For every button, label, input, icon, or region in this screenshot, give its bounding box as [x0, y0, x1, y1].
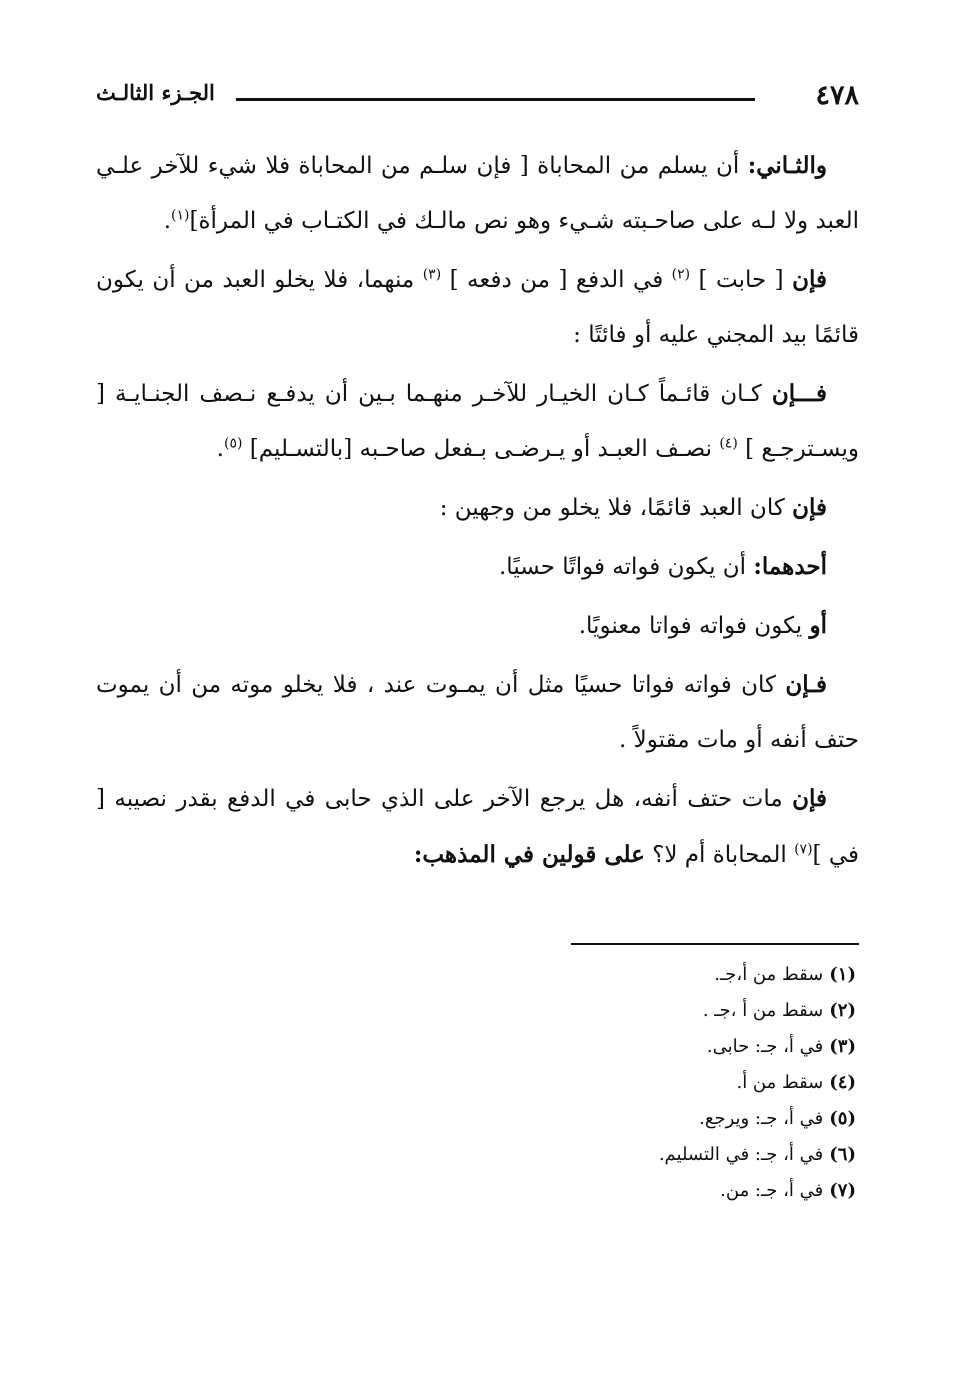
paragraph-text: يكون فواته فواتا معنويًا.	[578, 613, 810, 639]
footnote-number: (٢)	[829, 1000, 856, 1021]
paragraph-8	[96, 771, 859, 883]
footnote-item	[96, 993, 856, 1029]
paragraph-bold-tail: على قولين في المذهب:	[413, 841, 645, 868]
paragraph-lead: والثـاني:	[747, 152, 827, 179]
paragraph-lead: أو	[809, 612, 827, 639]
footnote-text: في أ، جـ: حابى.	[706, 1036, 824, 1057]
footnote-ref: (٤)	[719, 435, 738, 452]
footnote-item	[96, 957, 856, 993]
page-number: ٤٧٨	[815, 80, 859, 111]
footnote-number: (٣)	[829, 1036, 856, 1057]
paragraph-1	[96, 138, 859, 249]
paragraph-lead: فإن	[792, 266, 827, 293]
paragraph-tail: .	[163, 208, 172, 234]
paragraph-lead: أحدهما:	[753, 553, 827, 580]
footnote-divider	[571, 943, 859, 945]
footnote-text: في أ، جـ: ويرجع.	[699, 1108, 824, 1129]
paragraph-text: أن يكون فواته فواتًا حسيًا.	[499, 554, 754, 580]
part-title: الجـزء الثالـث	[96, 80, 215, 105]
paragraph-text: [ حابت ]	[690, 267, 793, 293]
footnote-item	[96, 1137, 856, 1173]
paragraph-tail: منهما، فلا يخلو العبد من أن يكون قائمًا بيد المجني عليه أو فائتًا :	[96, 267, 859, 348]
footnote-ref: (٧)	[794, 841, 813, 858]
paragraph-3	[96, 366, 859, 477]
paragraph-tail: نصـف العبـد أو يـرضـى بـفعل صاحـبه [بالتسـليم]	[242, 436, 720, 462]
header-rule	[236, 98, 755, 101]
footnote-number: (٤)	[829, 1072, 856, 1093]
footnote-ref: (٣)	[422, 266, 442, 283]
footnote-number: (٧)	[829, 1180, 856, 1201]
paragraph-lead: فإن	[792, 494, 827, 521]
footnote-text: في أ، جـ: من.	[720, 1180, 824, 1201]
paragraph-text: أن يسلم من المحاباة [ فإن سلـم من المحاباة فلا شيء للآخر علـي العبد ولا لـه على صاحـبته شـيء وهو نص مالـك في الكتـاب في المرأة]	[96, 153, 859, 234]
paragraph-text: كـان قائـماً كـان الخيـار للآخـر منهـما بـين أن يدفـع نـصف الجنـايـة [ ويسـترجـع ]	[96, 381, 859, 462]
footnote-number: (٦)	[829, 1144, 856, 1165]
footnote-number: (٥)	[829, 1108, 856, 1129]
paragraph-text: كان فواته فواتا حسيًا مثل أن يمـوت عند ، فلا يخلو موته من أن يموت حتف أنفه أو مات مقتولاً .	[96, 672, 859, 753]
page-header	[96, 72, 859, 112]
footnote-number: (١)	[829, 964, 856, 985]
paragraph-lead: فـــإن	[771, 380, 827, 407]
footnote-ref: (٥)	[223, 435, 243, 452]
paragraph-tail: المحاباة أم لا؟	[644, 842, 795, 868]
footnote-ref: (١)	[171, 207, 190, 224]
paragraph-5	[96, 539, 859, 595]
footnote-text: سقط من أ،جـ.	[714, 964, 824, 985]
footnote-item	[96, 1029, 856, 1065]
footnote-text: سقط من أ ،جـ .	[702, 1000, 824, 1021]
footnote-ref: (٢)	[671, 266, 691, 283]
paragraph-6	[96, 598, 859, 654]
body-text	[96, 138, 859, 883]
paragraph-7	[96, 657, 859, 768]
paragraph-text: كان العبد قائمًا، فلا يخلو من وجهين :	[439, 495, 793, 521]
paragraph-text: مات حتف أنفه، هل يرجع الآخر على الذي حابى في الدفع بقدر نصيبه [ في ]	[96, 786, 859, 868]
paragraph-lead: فـإن	[785, 671, 827, 698]
paragraph-tail: في الدفع [ من دفعه ]	[441, 267, 672, 293]
footnote-text: في أ، جـ: في التسليم.	[658, 1144, 824, 1165]
footnote-text: سقط من أ.	[736, 1072, 824, 1093]
paragraph-2	[96, 252, 859, 363]
paragraph-4	[96, 480, 859, 536]
paragraph-tail: .	[216, 436, 224, 462]
footnotes	[96, 957, 859, 1209]
footnote-item	[96, 1101, 856, 1137]
paragraph-lead: فإن	[792, 785, 827, 812]
footnote-item	[96, 1065, 856, 1101]
footnote-item	[96, 1173, 856, 1209]
